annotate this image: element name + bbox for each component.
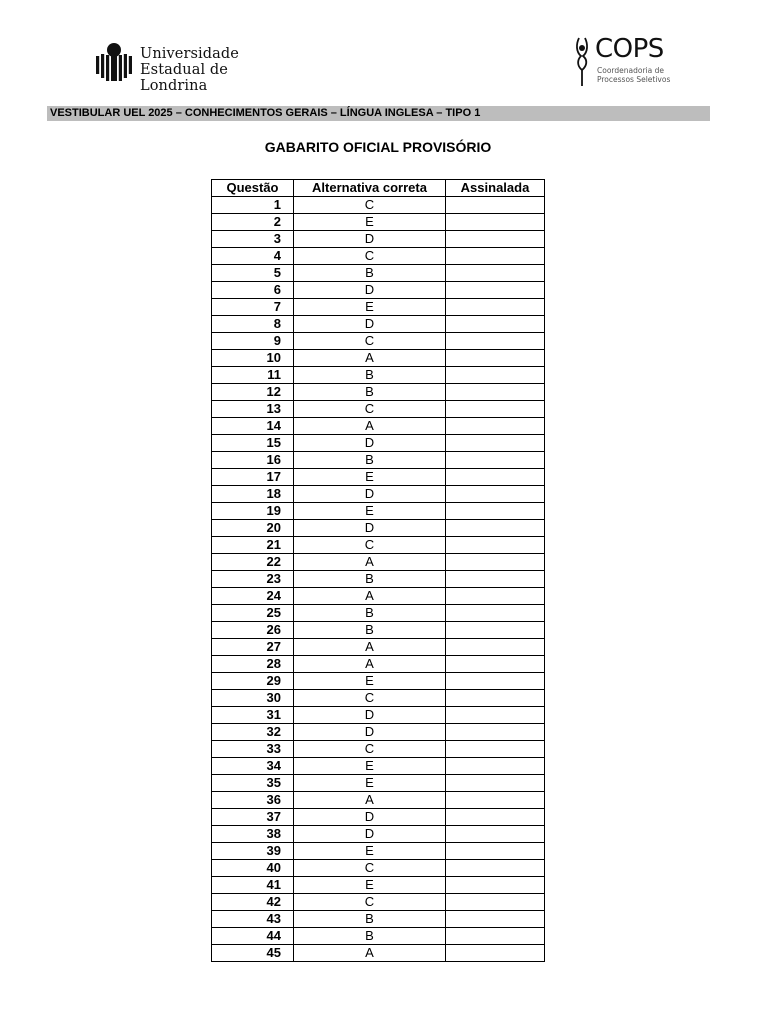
marked-answer-cell[interactable] xyxy=(446,860,545,877)
question-number: 9 xyxy=(212,333,294,350)
correct-answer: D xyxy=(294,231,446,248)
marked-answer-cell[interactable] xyxy=(446,724,545,741)
question-number: 36 xyxy=(212,792,294,809)
marked-answer-cell[interactable] xyxy=(446,911,545,928)
question-number: 13 xyxy=(212,401,294,418)
marked-answer-cell[interactable] xyxy=(446,639,545,656)
correct-answer: C xyxy=(294,894,446,911)
table-row xyxy=(212,418,545,435)
question-number: 30 xyxy=(212,690,294,707)
table-row xyxy=(212,809,545,826)
question-number: 22 xyxy=(212,554,294,571)
question-number: 16 xyxy=(212,452,294,469)
marked-answer-cell[interactable] xyxy=(446,571,545,588)
table-row xyxy=(212,435,545,452)
marked-answer-cell[interactable] xyxy=(446,452,545,469)
correct-answer: A xyxy=(294,945,446,962)
table-row xyxy=(212,248,545,265)
table-row xyxy=(212,605,545,622)
marked-answer-cell[interactable] xyxy=(446,418,545,435)
question-number: 14 xyxy=(212,418,294,435)
uel-wordmark xyxy=(140,46,274,94)
table-row xyxy=(212,911,545,928)
marked-answer-cell[interactable] xyxy=(446,741,545,758)
marked-answer-cell[interactable] xyxy=(446,367,545,384)
correct-answer: C xyxy=(294,690,446,707)
table-row xyxy=(212,265,545,282)
question-number: 10 xyxy=(212,350,294,367)
table-row xyxy=(212,503,545,520)
marked-answer-cell[interactable] xyxy=(446,707,545,724)
correct-answer: D xyxy=(294,707,446,724)
table-row xyxy=(212,588,545,605)
correct-answer: D xyxy=(294,486,446,503)
correct-answer: D xyxy=(294,809,446,826)
question-number: 27 xyxy=(212,639,294,656)
correct-answer: A xyxy=(294,554,446,571)
table-row xyxy=(212,469,545,486)
table-row xyxy=(212,860,545,877)
correct-answer: B xyxy=(294,265,446,282)
marked-answer-cell[interactable] xyxy=(446,605,545,622)
question-number: 18 xyxy=(212,486,294,503)
cops-emblem-icon xyxy=(573,34,595,88)
marked-answer-cell[interactable] xyxy=(446,469,545,486)
table-row xyxy=(212,197,545,214)
marked-answer-cell[interactable] xyxy=(446,299,545,316)
correct-answer: C xyxy=(294,333,446,350)
correct-answer: B xyxy=(294,367,446,384)
correct-answer: E xyxy=(294,877,446,894)
question-number: 39 xyxy=(212,843,294,860)
cops-subtitle xyxy=(597,67,670,84)
correct-answer: E xyxy=(294,843,446,860)
correct-answer: C xyxy=(294,197,446,214)
table-row xyxy=(212,554,545,571)
correct-answer: C xyxy=(294,537,446,554)
correct-answer: D xyxy=(294,282,446,299)
table-row xyxy=(212,877,545,894)
marked-answer-cell[interactable] xyxy=(446,316,545,333)
table-row xyxy=(212,843,545,860)
marked-answer-cell[interactable] xyxy=(446,588,545,605)
correct-answer: B xyxy=(294,911,446,928)
table-row xyxy=(212,520,545,537)
question-number: 41 xyxy=(212,877,294,894)
correct-answer: A xyxy=(294,656,446,673)
correct-answer: B xyxy=(294,452,446,469)
table-row xyxy=(212,622,545,639)
table-row xyxy=(212,690,545,707)
correct-answer: A xyxy=(294,350,446,367)
marked-answer-cell[interactable] xyxy=(446,792,545,809)
question-number: 35 xyxy=(212,775,294,792)
answer-key-table xyxy=(211,179,545,962)
correct-answer: B xyxy=(294,571,446,588)
table-header-row xyxy=(212,180,545,197)
uel-emblem-icon xyxy=(94,42,134,82)
marked-answer-cell[interactable] xyxy=(446,520,545,537)
question-number: 44 xyxy=(212,928,294,945)
marked-answer-cell[interactable] xyxy=(446,690,545,707)
uel-logo xyxy=(94,40,274,94)
uel-line1: Universidade xyxy=(140,46,239,62)
question-number: 33 xyxy=(212,741,294,758)
marked-answer-cell[interactable] xyxy=(446,435,545,452)
question-number: 32 xyxy=(212,724,294,741)
question-number: 8 xyxy=(212,316,294,333)
cops-logo xyxy=(573,34,673,88)
marked-answer-cell[interactable] xyxy=(446,401,545,418)
table-row xyxy=(212,639,545,656)
question-number: 2 xyxy=(212,214,294,231)
correct-answer: D xyxy=(294,435,446,452)
table-row xyxy=(212,792,545,809)
question-number: 34 xyxy=(212,758,294,775)
table-row xyxy=(212,656,545,673)
marked-answer-cell[interactable] xyxy=(446,282,545,299)
marked-answer-cell[interactable] xyxy=(446,622,545,639)
correct-answer: B xyxy=(294,384,446,401)
correct-answer: C xyxy=(294,741,446,758)
table-row xyxy=(212,775,545,792)
question-number: 3 xyxy=(212,231,294,248)
correct-answer: E xyxy=(294,673,446,690)
question-number: 37 xyxy=(212,809,294,826)
correct-answer: E xyxy=(294,503,446,520)
cops-name: COPS xyxy=(595,34,664,64)
marked-answer-cell[interactable] xyxy=(446,265,545,282)
table-row xyxy=(212,384,545,401)
correct-answer: D xyxy=(294,724,446,741)
table-row xyxy=(212,758,545,775)
question-number: 15 xyxy=(212,435,294,452)
correct-answer: C xyxy=(294,248,446,265)
col-header-questao: Questão xyxy=(212,180,294,197)
question-number: 29 xyxy=(212,673,294,690)
question-number: 20 xyxy=(212,520,294,537)
marked-answer-cell[interactable] xyxy=(446,197,545,214)
correct-answer: A xyxy=(294,639,446,656)
question-number: 6 xyxy=(212,282,294,299)
question-number: 12 xyxy=(212,384,294,401)
marked-answer-cell[interactable] xyxy=(446,486,545,503)
correct-answer: D xyxy=(294,520,446,537)
correct-answer: D xyxy=(294,316,446,333)
col-header-assinalada: Assinalada xyxy=(446,180,545,197)
marked-answer-cell[interactable] xyxy=(446,350,545,367)
marked-answer-cell[interactable] xyxy=(446,673,545,690)
marked-answer-cell[interactable] xyxy=(446,877,545,894)
table-row xyxy=(212,367,545,384)
question-number: 23 xyxy=(212,571,294,588)
table-row xyxy=(212,707,545,724)
table-row xyxy=(212,231,545,248)
table-row xyxy=(212,486,545,503)
question-number: 31 xyxy=(212,707,294,724)
question-number: 1 xyxy=(212,197,294,214)
question-number: 42 xyxy=(212,894,294,911)
correct-answer: A xyxy=(294,418,446,435)
question-number: 7 xyxy=(212,299,294,316)
marked-answer-cell[interactable] xyxy=(446,928,545,945)
table-row xyxy=(212,826,545,843)
correct-answer: E xyxy=(294,775,446,792)
marked-answer-cell[interactable] xyxy=(446,826,545,843)
table-row xyxy=(212,350,545,367)
marked-answer-cell[interactable] xyxy=(446,214,545,231)
correct-answer: D xyxy=(294,826,446,843)
correct-answer: B xyxy=(294,928,446,945)
table-row xyxy=(212,537,545,554)
marked-answer-cell[interactable] xyxy=(446,775,545,792)
table-row xyxy=(212,724,545,741)
marked-answer-cell[interactable] xyxy=(446,758,545,775)
table-row xyxy=(212,299,545,316)
table-row xyxy=(212,452,545,469)
table-row xyxy=(212,282,545,299)
question-number: 38 xyxy=(212,826,294,843)
table-row xyxy=(212,894,545,911)
answer-rows xyxy=(212,197,545,962)
marked-answer-cell[interactable] xyxy=(446,656,545,673)
cops-line2: Processos Seletivos xyxy=(597,74,671,84)
table-row xyxy=(212,945,545,962)
table-row xyxy=(212,401,545,418)
page-title: GABARITO OFICIAL PROVISÓRIO xyxy=(264,139,492,155)
exam-banner: VESTIBULAR UEL 2025 – CONHECIMENTOS GERAIS – LÍNGUA INGLESA – TIPO 1 xyxy=(47,106,710,121)
marked-answer-cell[interactable] xyxy=(446,537,545,554)
marked-answer-cell[interactable] xyxy=(446,248,545,265)
question-number: 24 xyxy=(212,588,294,605)
table-row xyxy=(212,316,545,333)
correct-answer: C xyxy=(294,860,446,877)
question-number: 45 xyxy=(212,945,294,962)
table-row xyxy=(212,741,545,758)
table-row xyxy=(212,333,545,350)
table-row xyxy=(212,673,545,690)
correct-answer: E xyxy=(294,758,446,775)
correct-answer: E xyxy=(294,469,446,486)
marked-answer-cell[interactable] xyxy=(446,384,545,401)
table-row xyxy=(212,214,545,231)
correct-answer: E xyxy=(294,214,446,231)
question-number: 40 xyxy=(212,860,294,877)
question-number: 26 xyxy=(212,622,294,639)
cops-line1: Coordenadoria de xyxy=(597,66,664,75)
marked-answer-cell[interactable] xyxy=(446,333,545,350)
marked-answer-cell[interactable] xyxy=(446,809,545,826)
correct-answer: A xyxy=(294,792,446,809)
question-number: 21 xyxy=(212,537,294,554)
correct-answer: E xyxy=(294,299,446,316)
table-row xyxy=(212,571,545,588)
question-number: 5 xyxy=(212,265,294,282)
correct-answer: B xyxy=(294,605,446,622)
question-number: 17 xyxy=(212,469,294,486)
question-number: 4 xyxy=(212,248,294,265)
uel-line2: Estadual de Londrina xyxy=(140,62,228,94)
correct-answer: A xyxy=(294,588,446,605)
marked-answer-cell[interactable] xyxy=(446,894,545,911)
correct-answer: B xyxy=(294,622,446,639)
question-number: 43 xyxy=(212,911,294,928)
question-number: 25 xyxy=(212,605,294,622)
question-number: 11 xyxy=(212,367,294,384)
correct-answer: C xyxy=(294,401,446,418)
question-number: 28 xyxy=(212,656,294,673)
question-number: 19 xyxy=(212,503,294,520)
marked-answer-cell[interactable] xyxy=(446,554,545,571)
col-header-alternativa: Alternativa correta xyxy=(294,180,446,197)
marked-answer-cell[interactable] xyxy=(446,503,545,520)
table-row xyxy=(212,928,545,945)
marked-answer-cell[interactable] xyxy=(446,945,545,962)
marked-answer-cell[interactable] xyxy=(446,843,545,860)
marked-answer-cell[interactable] xyxy=(446,231,545,248)
